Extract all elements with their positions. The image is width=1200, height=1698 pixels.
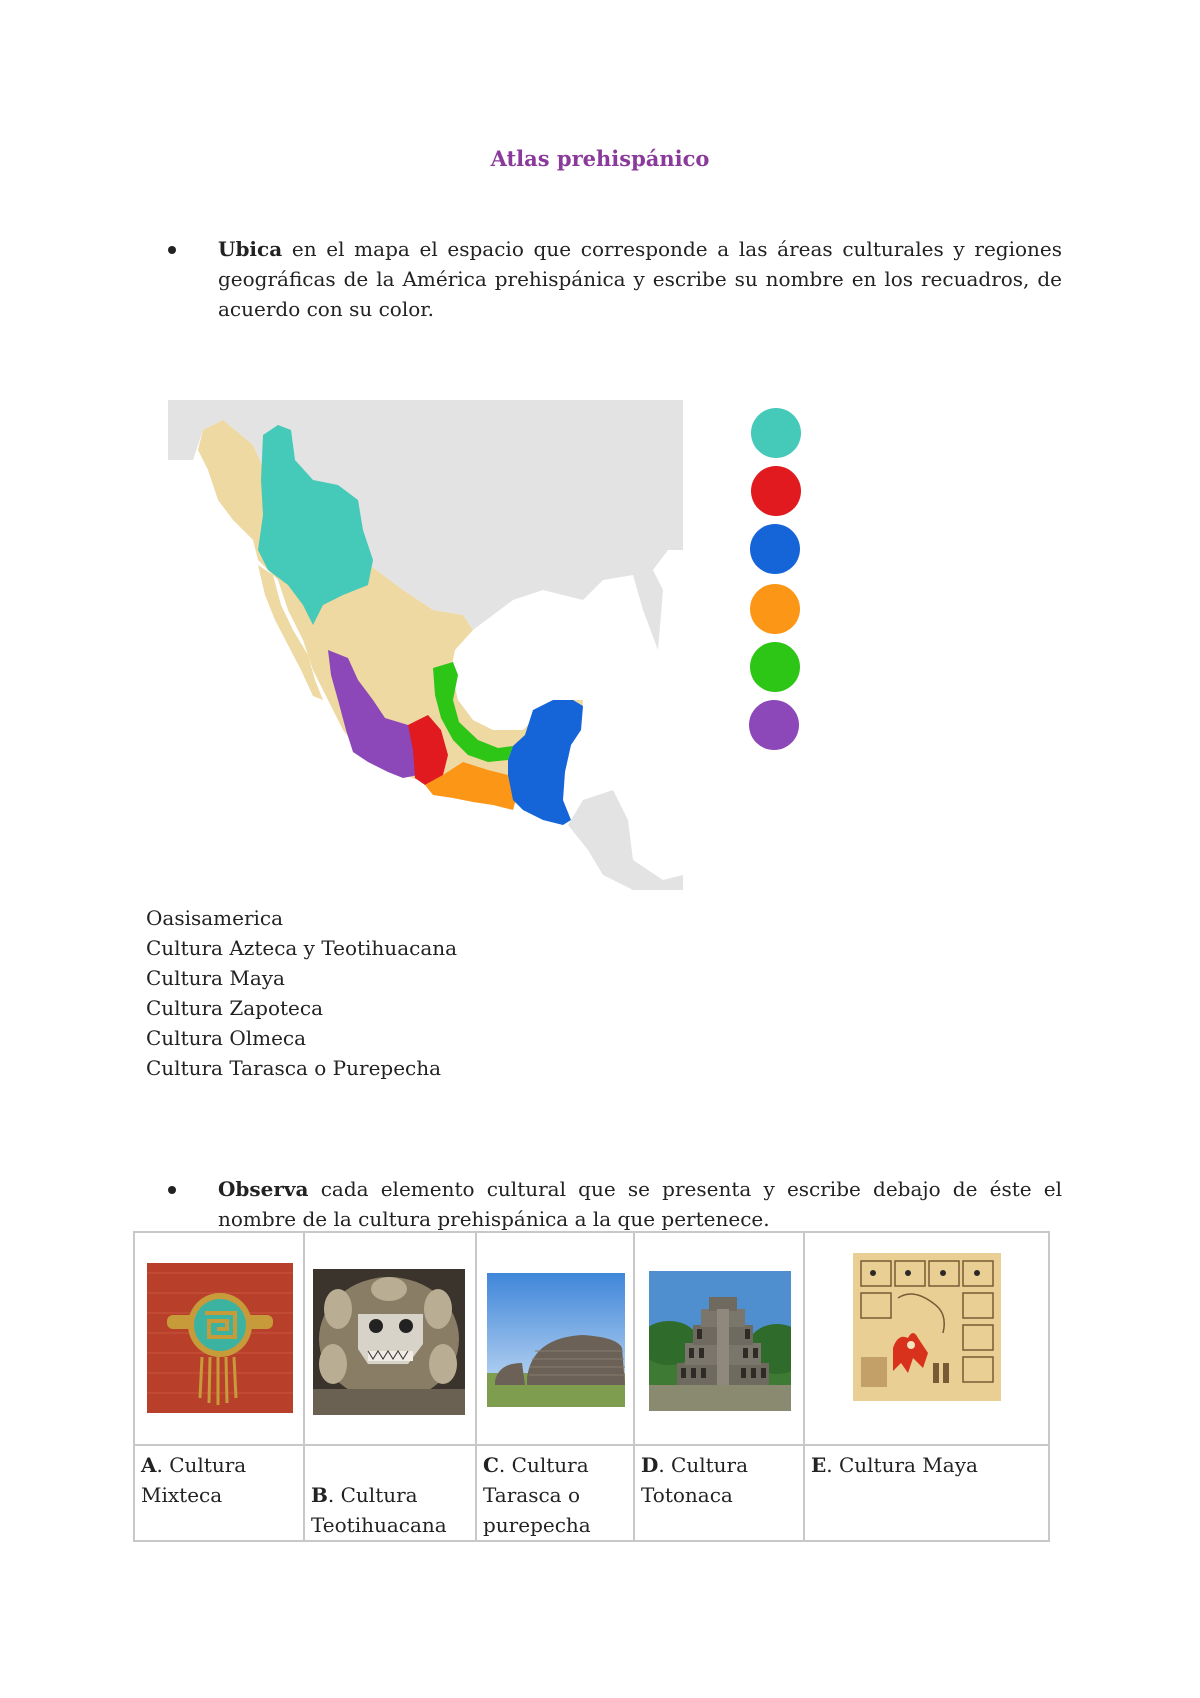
label-cell [304,1445,476,1541]
instruction-keyword: Ubica [218,237,283,261]
element-label: . Cultura Totonaca [641,1453,749,1507]
bullet-icon [168,1186,176,1194]
color-legend [746,403,806,763]
legend-circle-oasisamerica [751,408,801,458]
instruction-text: en el mapa el espacio que corresponde a las áreas culturales y regiones geográficas de la América prehispánica y escribe su nombre en los recuadros, de acuerdo con su color. [218,237,1062,321]
mixtec-turquoise-shield-image [147,1263,293,1413]
element-label: . Cultura Tarasca o purepecha [483,1453,591,1537]
legend-circle-zapoteca [750,584,800,634]
answer-list [146,903,457,1083]
maya-codex-image [853,1253,1001,1401]
image-cell [804,1232,1049,1445]
map-region-maya [508,700,583,825]
instruction-locate [182,234,1062,324]
image-cell [134,1232,304,1445]
legend-circle-azteca [751,466,801,516]
element-label: . Cultura Mixteca [141,1453,247,1507]
answer-item: Cultura Azteca y Teotihuacana [146,936,458,960]
element-label: . Cultura Maya [826,1453,978,1477]
element-letter: E [811,1453,827,1477]
element-letter: C [483,1453,499,1477]
element-letter: D [641,1453,659,1477]
legend-circle-maya [750,524,800,574]
element-letter: A [141,1453,157,1477]
answer-item: Cultura Zapoteca [146,996,324,1020]
element-label: . Cultura Teotihuacana [311,1483,447,1537]
answer-item: Oasisamerica [146,906,284,930]
instruction-keyword: Observa [218,1177,309,1201]
answer-item: Cultura Olmeca [146,1026,307,1050]
label-cell [804,1445,1049,1541]
instruction-observe [182,1174,1062,1234]
image-cell [476,1232,634,1445]
mesoamerica-map [163,400,683,890]
instruction-text: cada elemento cultural que se presenta y escribe debajo de éste el nombre de la cultura prehispánica a la que pertenece. [218,1177,1062,1231]
legend-circle-tarasca [749,700,799,750]
pyramid-of-niches-image [649,1271,791,1411]
image-cell [304,1232,476,1445]
page-title: Atlas prehispánico [490,146,710,171]
image-cell [634,1232,804,1445]
round-yacata-pyramid-image [487,1273,625,1407]
label-cell [634,1445,804,1541]
answer-item: Cultura Tarasca o Purepecha [146,1056,442,1080]
label-cell [476,1445,634,1541]
element-letter: B [311,1483,328,1507]
legend-circle-olmeca [750,642,800,692]
label-cell [134,1445,304,1541]
serpent-head-sculpture-image [313,1269,465,1415]
answer-item: Cultura Maya [146,966,285,990]
bullet-icon [168,246,176,254]
cultural-elements-table [133,1231,1050,1542]
